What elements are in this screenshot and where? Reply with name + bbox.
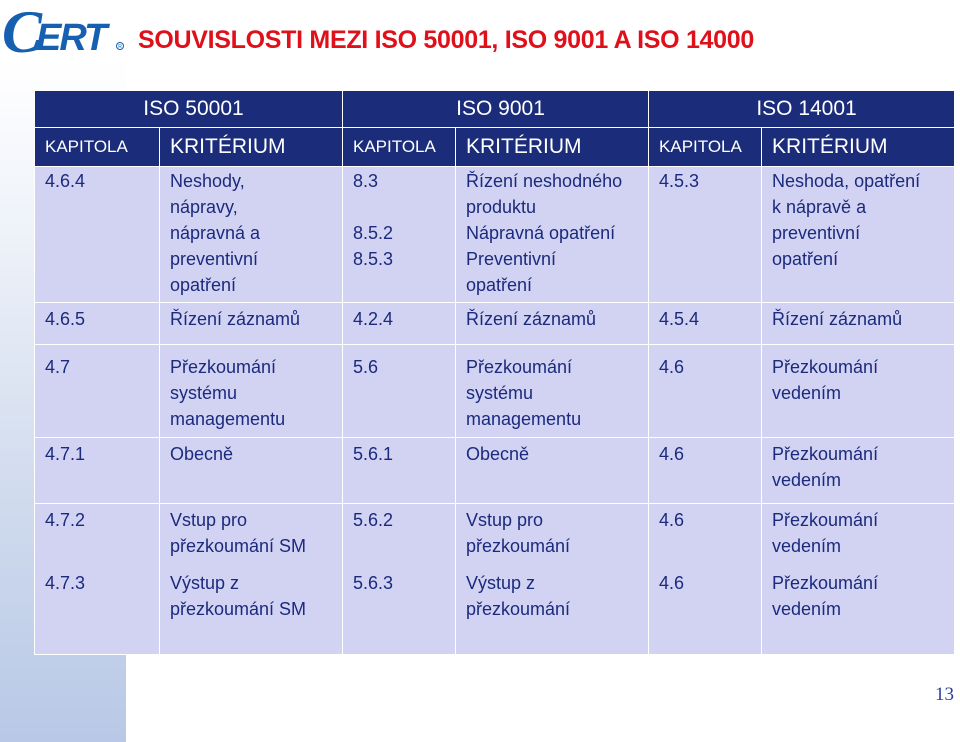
chapter-cell: 4.7.2 (35, 504, 160, 568)
chapter-cell: 4.5.4 (649, 303, 762, 345)
criterion-cell: Řízení neshodného produktu Nápravná opatření Preventivní opatření (456, 167, 649, 303)
criterion-cell: Přezkoumání vedením (762, 345, 955, 438)
col-kriterium: KRITÉRIUM (160, 128, 343, 167)
col-kriterium: KRITÉRIUM (762, 128, 955, 167)
col-kapitola: KAPITOLA (649, 128, 762, 167)
col-kapitola: KAPITOLA (343, 128, 456, 167)
criterion-cell: Přezkoumání vedením (762, 567, 955, 655)
cert-logo (0, 0, 130, 62)
chapter-cell: 4.6 (649, 438, 762, 504)
chapter-cell: 8.3 8.5.2 8.5.3 (343, 167, 456, 303)
table-row (35, 567, 955, 655)
criterion-cell: Řízení záznamů (456, 303, 649, 345)
criterion-cell: Přezkoumání vedením (762, 438, 955, 504)
chapter-cell: 5.6 (343, 345, 456, 438)
criterion-cell: Neshoda, opatření k nápravě a preventivní opatření (762, 167, 955, 303)
col-kapitola: KAPITOLA (35, 128, 160, 167)
criterion-cell: Vstup pro přezkoumání (456, 504, 649, 568)
chapter-cell: 4.7.3 (35, 567, 160, 655)
chapter-cell: 4.6 (649, 567, 762, 655)
chapter-cell: 4.7 (35, 345, 160, 438)
table-row (35, 438, 955, 504)
svg-text:C: C (2, 0, 39, 62)
col-kriterium: KRITÉRIUM (456, 128, 649, 167)
svg-text:R: R (118, 44, 122, 50)
header-iso9001: ISO 9001 (343, 91, 649, 128)
criterion-cell: Řízení záznamů (160, 303, 343, 345)
criterion-cell: Výstup z přezkoumání (456, 567, 649, 655)
chapter-cell: 4.5.3 (649, 167, 762, 303)
svg-text:ERT: ERT (36, 17, 106, 59)
criterion-cell: Obecně (456, 438, 649, 504)
chapter-cell: 4.6 (649, 345, 762, 438)
header-iso14001: ISO 14001 (649, 91, 955, 128)
criterion-cell: Neshody, nápravy, nápravná a preventivní opatření (160, 167, 343, 303)
table-row (35, 167, 955, 303)
chapter-cell: 4.7.1 (35, 438, 160, 504)
table-row (35, 345, 955, 438)
criterion-cell: Řízení záznamů (762, 303, 955, 345)
header-iso50001: ISO 50001 (35, 91, 343, 128)
criterion-cell: Přezkoumání systému managementu (456, 345, 649, 438)
chapter-cell: 4.6.5 (35, 303, 160, 345)
criterion-cell: Přezkoumání vedením (762, 504, 955, 568)
page-title: SOUVISLOSTI MEZI ISO 50001, ISO 9001 A ISO 14000 (138, 26, 754, 54)
criterion-cell: Vstup pro přezkoumání SM (160, 504, 343, 568)
criterion-cell: Přezkoumání systému managementu (160, 345, 343, 438)
page-number: 13 (935, 684, 954, 705)
chapter-cell: 5.6.2 (343, 504, 456, 568)
table-row (35, 504, 955, 568)
chapter-cell: 4.6.4 (35, 167, 160, 303)
criterion-cell: Obecně (160, 438, 343, 504)
chapter-cell: 4.6 (649, 504, 762, 568)
table-row (35, 303, 955, 345)
chapter-cell: 4.2.4 (343, 303, 456, 345)
criterion-cell: Výstup z přezkoumání SM (160, 567, 343, 655)
chapter-cell: 5.6.1 (343, 438, 456, 504)
comparison-table (34, 90, 955, 655)
chapter-cell: 5.6.3 (343, 567, 456, 655)
